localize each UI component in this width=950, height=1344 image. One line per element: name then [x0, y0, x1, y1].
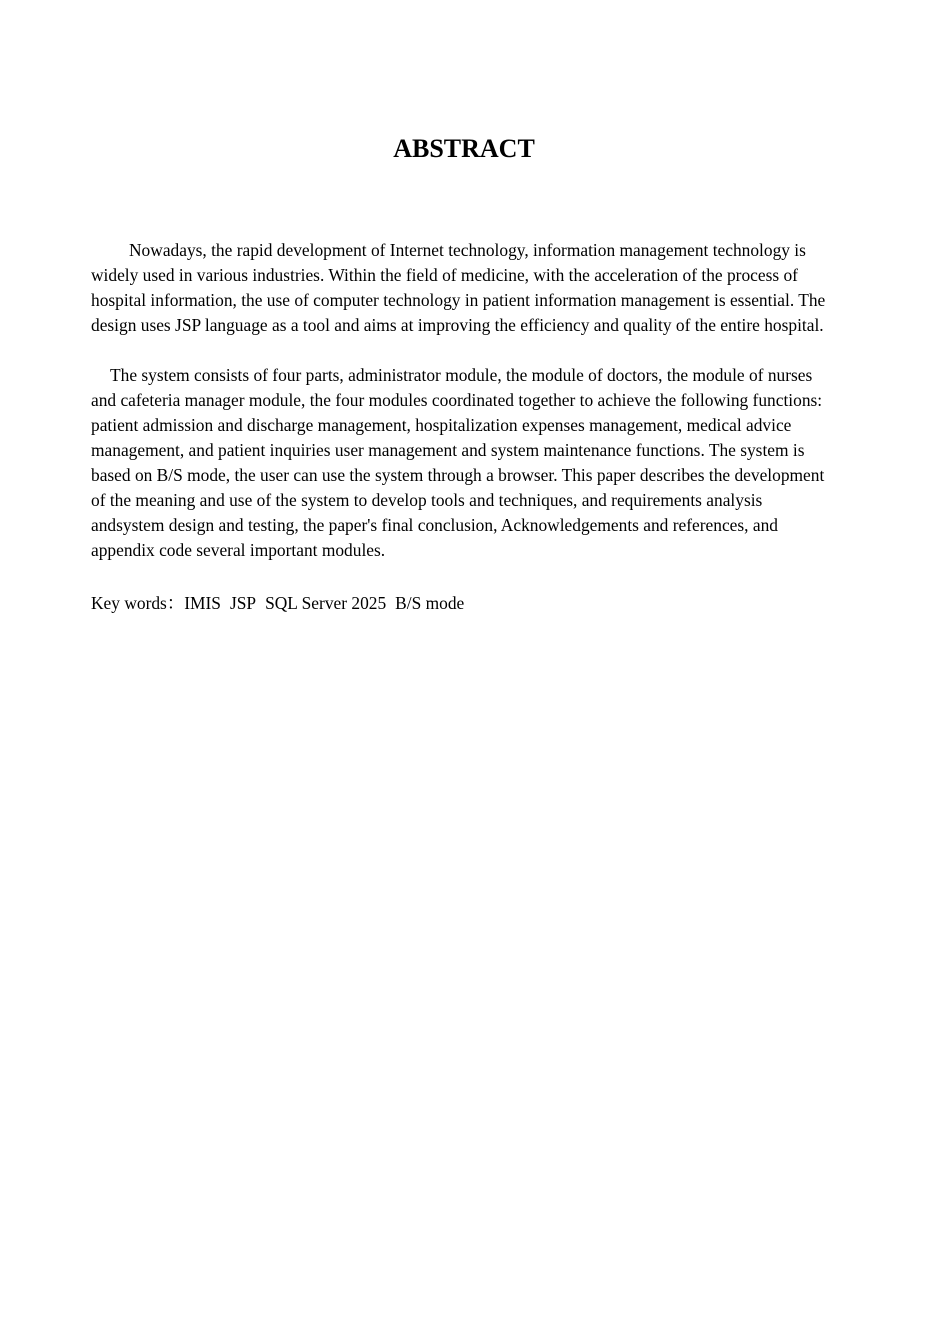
- keyword-item: SQL Server 2025: [265, 593, 387, 613]
- keyword-item: B/S mode: [395, 593, 465, 613]
- keywords-line: [91, 591, 473, 616]
- abstract-title: ABSTRACT: [393, 134, 535, 163]
- keyword-item: IMIS: [184, 593, 221, 613]
- abstract-paragraph-2: The system consists of four parts, administrator module, the module of doctors, the module of nurses and cafeteria manager module, the four modules coordinated together to achieve the following functions: patient admission and discharge management, hospitalization expenses management, medical advice management, and patient inquiries user management and system maintenance functions. The system is based on B/S mode, the user can use the system through a browser. This paper describes the development of the meaning and use of the system to develop tools and techniques, and requirements analysis andsystem design and testing, the paper's final conclusion, Acknowledgements and references, and appendix code several important modules.: [91, 365, 825, 560]
- keyword-item: JSP: [229, 593, 257, 613]
- abstract-paragraph-1: Nowadays, the rapid development of Internet technology, information management technology is widely used in various industries. Within the field of medicine, with the acceleration of the process of hospital information, the use of computer technology in patient information management is essential. The design uses JSP language as a tool and aims at improving the efficiency and quality of the entire hospital.: [91, 240, 826, 335]
- keywords-label: Key words：: [91, 593, 185, 613]
